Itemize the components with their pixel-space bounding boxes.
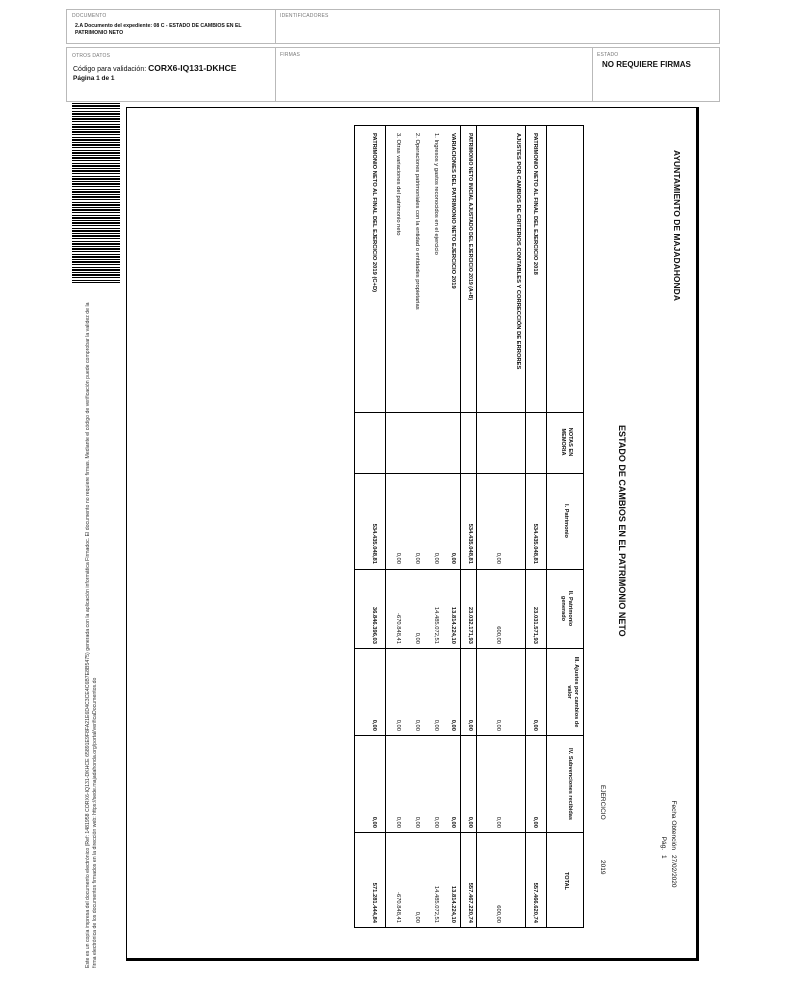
row-c2: 36.846.396,03: [371, 606, 377, 644]
otros-datos-label: OTROS DATOS: [72, 53, 111, 59]
row-label: PATRIMONIO NETO INICIAL AJUSTADO DEL EJERCICIO 2019 (A+B): [467, 133, 473, 301]
row-c3: 0,00: [532, 719, 538, 731]
estado-box: [592, 47, 720, 102]
row-c3: 0,00: [495, 719, 501, 731]
fecha-value: 27/02/2020: [670, 855, 677, 888]
row-label: PATRIMONIO NETO AL FINAL DEL EJERCICIO 2018: [532, 133, 538, 275]
row-total: 571.281.444,84: [371, 882, 377, 923]
row-c3: 0,00: [450, 719, 456, 731]
row-c3: 0,00: [395, 719, 401, 731]
firmas-label: FIRMAS: [280, 52, 301, 58]
organization-name: AYUNTAMIENTO DE MAJADAHONDA: [672, 150, 682, 301]
row-c4: 0,00: [414, 816, 420, 828]
row-label: 1. Ingresos y gastos reconocidos en el ejercicio: [433, 133, 439, 255]
row-c1: 0,00: [495, 552, 501, 564]
row-label: AJUSTES POR CAMBIOS DE CRITERIOS CONTABLES Y CORRECCIÓN DE ERRORES: [515, 133, 521, 370]
row-c4: 0,00: [532, 816, 538, 828]
row-c3: 0,00: [467, 719, 473, 731]
row-c4: 0,00: [371, 816, 377, 828]
row-total: 0,00: [414, 911, 420, 923]
codigo-label: Código para validación:: [73, 66, 147, 73]
documento-label: DOCUMENTO: [72, 13, 107, 19]
row-c1: 0,00: [433, 552, 439, 564]
header-ajustes: III. Ajustes por cambios de valor: [566, 656, 579, 728]
row-c1: 0,00: [414, 552, 420, 564]
row-c2: 13.814.224,10: [450, 606, 456, 644]
pagina-label: Página 1 de 1: [73, 75, 115, 82]
row-c2: 23.032.171,93: [467, 606, 473, 644]
row-total: 14.485.072,51: [433, 885, 439, 923]
row-label: PATRIMONIO NETO AL FINAL DEL EJERCICIO 2019 (C+D): [371, 133, 377, 293]
row-c4: 0,00: [395, 816, 401, 828]
row-c4: 0,00: [433, 816, 439, 828]
row-label: 3. Otras variaciones del patrimonio neto: [395, 133, 401, 236]
row-label: 2. Operaciones patrimoniales con la entidad o entidades propietarias: [414, 133, 420, 310]
row-c1: 534.435.048,81: [371, 523, 377, 564]
ejercicio-label: EJERCICIO: [599, 785, 606, 820]
row-c3: 0,00: [371, 719, 377, 731]
pag-label: Pág.: [660, 836, 667, 850]
row-c4: 0,00: [467, 816, 473, 828]
row-c2: -670.848,41: [395, 613, 401, 644]
header-total: TOTAL: [563, 871, 569, 891]
estado-value: NO REQUIERE FIRMAS: [602, 60, 691, 69]
header-notas: NOTAS EN MEMORIA: [560, 427, 573, 457]
pag-value: 1: [660, 855, 667, 859]
row-total: -670.848,41: [395, 892, 401, 923]
row-c1: 0,00: [450, 552, 456, 564]
report-title: ESTADO DE CAMBIOS EN EL PATRIMONIO NETO: [617, 425, 627, 637]
row-c1: 534.435.048,81: [467, 523, 473, 564]
patrimonio-table: [354, 125, 584, 928]
firmas-box: [275, 47, 593, 102]
row-c2: 14.485.072,51: [433, 606, 439, 644]
row-c2: 23.031.571,93: [532, 606, 538, 644]
header-patrimonio-generado: II. Patrimonio generado: [560, 590, 573, 627]
row-total: 13.814.224,10: [450, 885, 456, 923]
codigo-value[interactable]: CORX6-IQ131-DKHCE: [148, 63, 237, 73]
verification-sidebar-text: Este es un copia impresa del documento electrónico (Ref: 1481958 CORX6-IQ131-DKHCE 65891E9F8FA21E6D4C3CE4C6B7E8B5475) generada con la aplicación informática Firmadoc. El documento no requiere firmas. Mediante el código de verificación puede comprobar la validez de la firma electrónica de los documentos firmados en la dirección web: https://sede.majadahonda.org/portal/verificaDocumentos.do: [85, 302, 98, 968]
fecha-label: Fecha Obtención: [670, 800, 677, 850]
header-patrimonio: I. Patrimonio: [563, 504, 569, 538]
row-c1: 534.435.048,81: [532, 523, 538, 564]
row-c3: 0,00: [414, 719, 420, 731]
estado-label: ESTADO: [597, 52, 619, 58]
row-c4: 0,00: [495, 816, 501, 828]
header-subvenciones: IV. Subvenciones recibidas: [567, 748, 573, 820]
row-c2: 0,00: [414, 632, 420, 644]
row-c1: 0,00: [395, 552, 401, 564]
rotated-report: [118, 125, 682, 945]
row-label: VARIACIONES DEL PATRIMONIO NETO EJERCICIO 2019: [450, 133, 456, 289]
documento-box: [66, 9, 276, 44]
codigo-validacion: [73, 63, 236, 73]
row-c3: 0,00: [433, 719, 439, 731]
identificadores-label: IDENTIFICADORES: [280, 13, 329, 19]
row-total: 600,00: [495, 905, 501, 923]
documento-value: 2.A Documento del expediente: 08 C - ESTADO DE CAMBIOS EN EL PATRIMONIO NETO: [75, 23, 242, 36]
barcode: [72, 103, 120, 283]
identificadores-box: [275, 9, 720, 44]
row-total: 557.467.220,74: [467, 882, 473, 923]
row-c2: 600,00: [495, 626, 501, 644]
row-c4: 0,00: [450, 816, 456, 828]
row-total: 557.466.620,74: [532, 882, 538, 923]
ejercicio-value: 2019: [599, 860, 606, 875]
otros-datos-box: [66, 47, 276, 102]
